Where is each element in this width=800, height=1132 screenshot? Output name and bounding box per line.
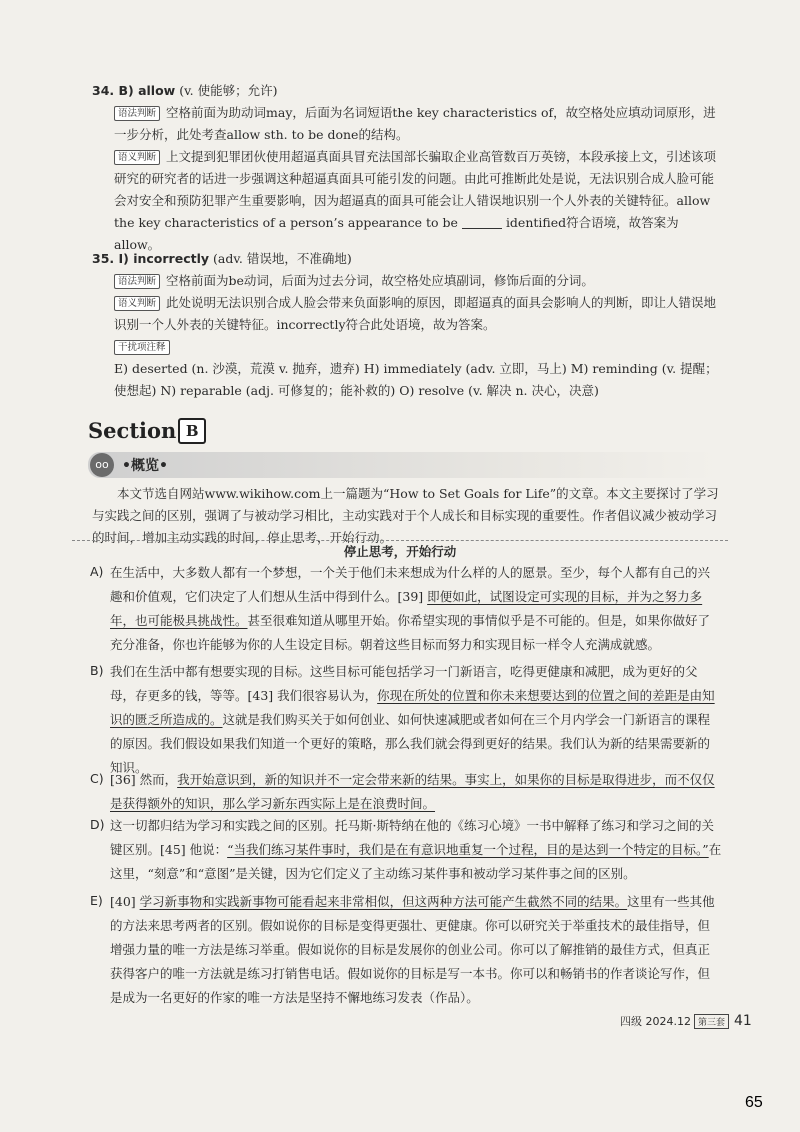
set-badge: 第三套 [694, 1014, 729, 1029]
question-34-header [92, 80, 722, 102]
distractor-tag: 干扰项注释 [114, 340, 170, 355]
question-35 [92, 248, 722, 402]
paragraph-e-underlined: 学习新事物和实践新事物可能看起来非常相似，但这两种方法可能产生截然不同的结果。 [139, 894, 628, 909]
paragraph-a-text: 在生活中，大多数人都有一个梦想，一个关于他们未来想成为什么样的人的愿景。至少，每个人都有自己的兴趣和价值观，它们决定了人们想从生活中得到什么。[39] [110, 565, 711, 604]
semantic-tag: 语义判断 [114, 150, 160, 165]
semantic-analysis-35 [92, 292, 722, 336]
paragraph-c-text: [36] 然而， [110, 772, 178, 787]
paragraph-e-letter: E) [90, 893, 103, 908]
paragraph-d-underlined: “当我们练习某件事时，我们是在有意识地重复一个过程，目的是达到一个特定的目标。” [227, 842, 709, 857]
grammar-analysis-34 [92, 102, 722, 146]
semantic-tag: 语义判断 [114, 296, 160, 311]
paragraph-e-text: [40] [110, 894, 140, 909]
paragraph-b-underlined: 你现在所处的位置和你未来想要达到的位置之间的差距是由知识的匮乏所造成的。 [110, 688, 715, 727]
paragraph-c [110, 768, 722, 816]
semantic-text-end: identified符合语境，故答案为allow。 [114, 215, 679, 252]
paragraph-a-underlined: 即便如此，试图设定可实现的目标，并为之努力多年，也可能极具挑战性。 [110, 589, 703, 628]
paragraph-b-text-end: 这就是我们购买关于如何创业、如何快速减肥或者如何在三个月内学会一门新语言的课程的原因。我们假设如果我们知道一个更好的策略，那么我们就会得到更好的结果。我们认为新的结果需要新的知识。 [110, 712, 711, 775]
answer-blank [462, 216, 502, 229]
paragraph-d-text: 这一切都归结为学习和实践之间的区别。托马斯·斯特纳在他的《练习心境》一书中解释了练习和学习之间的关键区别。[45] 他说： [110, 818, 714, 857]
semantic-text: 此处说明无法识别合成人脸会带来负面影响的原因，即超逼真的面具会影响人的判断，即让人错误地识别一个人外表的关键特征。incorrectly符合此处语境，故为答案。 [114, 295, 717, 332]
grammar-analysis-35 [92, 270, 722, 292]
article-title: 停止思考，开始行动 [343, 544, 457, 559]
glasses-icon: oo [90, 453, 114, 477]
paragraph-b [110, 660, 722, 780]
question-35-answer: 35. I) incorrectly [92, 251, 210, 266]
distractor-notes [92, 336, 722, 358]
question-34 [92, 80, 722, 256]
paragraph-b-text: 我们在生活中都有想要实现的目标。这些目标可能包括学习一门新语言，吃得更健康和减肥，成为更好的父母，存更多的钱，等等。[43] 我们很容易认为， [110, 664, 698, 703]
paragraph-a [110, 561, 722, 657]
grammar-tag: 语法判断 [114, 106, 160, 121]
journal-page-number: 41 [734, 1013, 752, 1029]
paragraph-d-text-end: 在这里，“刻意”和“意图”是关键，因为它们定义了主动练习某件事和被动学习某件事之间的区别。 [110, 842, 722, 881]
semantic-text: 上文提到犯罪团伙使用超逼真面具冒充法国部长骗取企业高管数百万英镑，本段承接上文，引述该项研究的研究者的话进一步强调这种超逼真面具可能引发的问题。由此可推断此处是说，无法识别合成人脸可能会对安全和预防犯罪产生重要影响，因为超逼真的面具可能会让人错误地识别一个人外表的关键特征。allow the key characteristics of a person’s appearance to be [114, 149, 717, 230]
page-number: 65 [745, 1094, 763, 1111]
section-badge: B [178, 418, 206, 444]
paragraph-c-underlined: 我开始意识到，新的知识并不一定会带来新的结果。事实上，如果你的目标是取得进步，而不仅仅是获得额外的知识，那么学习新东西实际上是在浪费时间。 [110, 772, 715, 811]
paragraph-a-letter: A) [90, 564, 104, 579]
question-35-definition: (adv. 错误地，不准确地) [213, 251, 352, 266]
journal-footer [620, 1013, 752, 1029]
overview-summary: 本文节选自网站www.wikihow.com上一篇题为“How to Set Goals for Life”的文章。本文主要探讨了学习与实践之间的区别，强调了与被动学习相比，主动实践对于个人成长和目标实现的重要性。作者倡议减少被动学习的时间，增加主动实践的时间，停止思考，开始行动。 [92, 486, 719, 545]
question-35-header [92, 248, 722, 270]
paragraph-e [110, 890, 722, 1010]
paragraph-a-text-end: 甚至很难知道从哪里开始。你希望实现的事情似乎是不可能的。但是，如果你做好了充分准备，你也许能够为你的人生设定目标。朝着这些目标而努力和实现目标一样令人充满成就感。 [110, 613, 711, 652]
paragraph-d [110, 814, 722, 886]
question-34-definition: (v. 使能够；允许) [179, 83, 278, 98]
grammar-tag: 语法判断 [114, 274, 160, 289]
journal-issue: 四级 2024.12 [620, 1015, 691, 1028]
distractor-text: E) deserted (n. 沙漠，荒漠 v. 抛弃，遗弃) H) immediately (adv. 立即，马上) M) reminding (v. 提醒；使想起) N) reparable (adj. 可修复的；能补救的) O) resolve (v. 解决 n. 决心，决意) [114, 361, 718, 398]
paragraph-e-text-end: 这里有一些其他的方法来思考两者的区别。假如说你的目标是变得更强壮、更健康。你可以研究关于举重技术的最佳指导，但增强力量的唯一方法是练习举重。假如说你的目标是发展你的创业公司。你可以了解推销的最佳方式，但真正获得客户的唯一方法就是练习打销售电话。假如说你的目标是写一本书。你可以和畅销书的作者谈论写作，但是成为一名更好的作家的唯一方法是坚持不懈地练习发表（作品）。 [110, 894, 715, 1005]
section-title: Section [88, 418, 177, 443]
grammar-text: 空格前面为助动词may，后面为名词短语the key characteristics of，故空格处应填动词原形，进一步分析，此处考查allow sth. to be done的结构。 [114, 105, 716, 142]
semantic-analysis-34 [92, 146, 722, 256]
paragraph-b-letter: B) [90, 663, 104, 678]
paragraph-c-letter: C) [90, 771, 104, 786]
overview-label: •概览• [122, 458, 168, 474]
question-34-answer: 34. B) allow [92, 83, 176, 98]
overview-bar [88, 452, 718, 478]
divider [72, 540, 728, 541]
grammar-text: 空格前面为be动词，后面为过去分词，故空格处应填副词，修饰后面的分词。 [166, 273, 594, 288]
paragraph-d-letter: D) [90, 817, 105, 832]
section-heading [88, 418, 206, 444]
